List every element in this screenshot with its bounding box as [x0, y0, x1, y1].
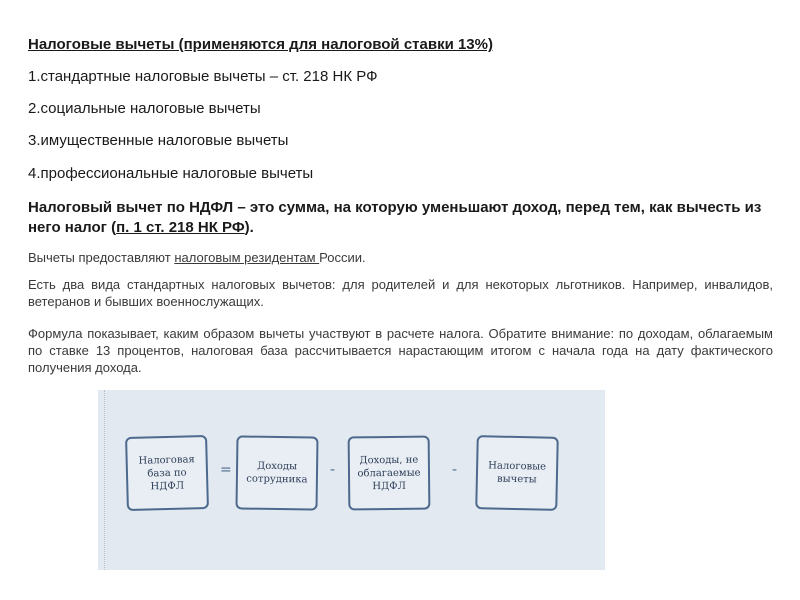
minus-sign: -	[452, 462, 458, 478]
notebook-edge	[104, 390, 109, 570]
definition	[28, 198, 773, 238]
tax-residents-link[interactable]: налоговым резидентам	[174, 250, 320, 265]
list-item: 1.стандартные налоговые вычеты – ст. 218 НК РФ	[28, 68, 378, 85]
definition-text: Налоговый вычет по НДФЛ – это сумма, на которую уменьшают доход, перед тем, как вычесть из него налог (	[28, 199, 762, 236]
formula-box-non-taxable-income: Доходы, не облагаемые НДФЛ	[348, 436, 431, 511]
paragraph-text: России.	[319, 250, 366, 265]
paragraph-formula: Формула показывает, каким образом вычеты участвуют в расчете налога. Обратите внимание: по доходам, облагаемым по ставке 13 процентов, налоговая база рассчитывается нарастающим итогом с начала года на дату фактического получения дохода.	[28, 326, 773, 375]
paragraph-residents	[28, 249, 773, 266]
equals-sign: =	[220, 462, 232, 478]
slide-title: Налоговые вычеты (применяются для налоговой ставки 13%)	[28, 36, 493, 53]
formula-box-income: Доходы сотрудника	[235, 435, 318, 510]
formula-box-deductions: Налоговые вычеты	[475, 435, 559, 511]
definition-tail: ).	[244, 219, 254, 236]
formula-box-tax-base: Налоговая база по НДФЛ	[125, 435, 209, 511]
paragraph-text: Вычеты предоставляют	[28, 250, 175, 265]
list-item: 2.социальные налоговые вычеты	[28, 100, 261, 117]
formula-diagram	[98, 390, 605, 570]
paragraph-standard-deductions: Есть два вида стандартных налоговых вычетов: для родителей и для некоторых льготников. Например, инвалидов, ветеранов и бывших военнослужащих.	[28, 277, 773, 309]
minus-sign: -	[330, 462, 336, 478]
list-item: 4.профессиональные налоговые вычеты	[28, 165, 314, 182]
list-item: 3.имущественные налоговые вычеты	[28, 132, 289, 149]
law-reference-link[interactable]: п. 1 ст. 218 НК РФ	[116, 219, 245, 236]
